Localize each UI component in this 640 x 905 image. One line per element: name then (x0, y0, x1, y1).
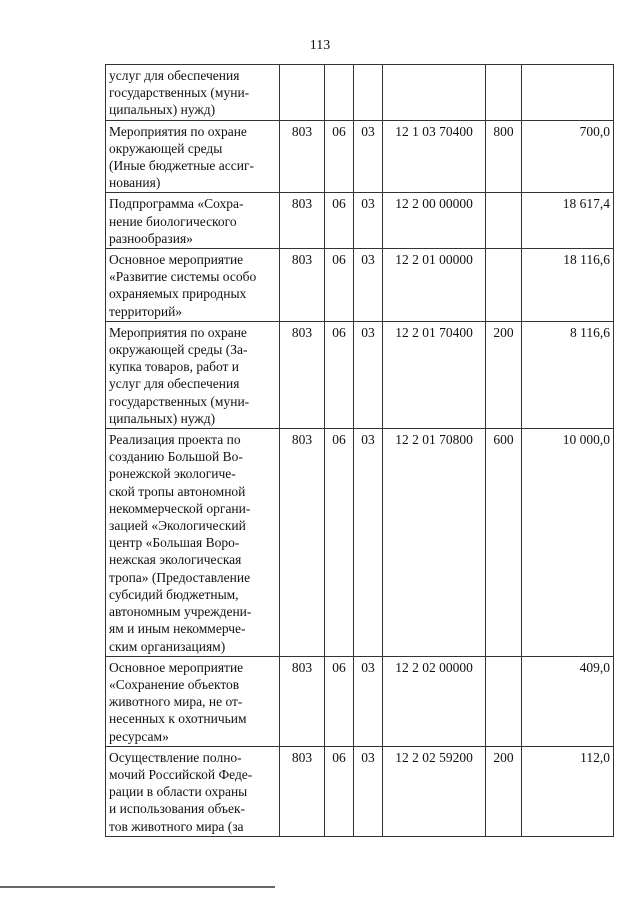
name-line: Мероприятия по охране (109, 324, 247, 340)
section-code-cell: 06 (325, 656, 354, 746)
name-cell (106, 429, 280, 657)
ministry-code-cell: 803 (280, 429, 325, 657)
name-line: охраняемых природных (109, 286, 247, 302)
name-line: ципальных) нужд) (109, 410, 216, 426)
amount-cell: 18 116,6 (522, 249, 614, 322)
name-line: ям и иным некоммерче- (109, 621, 246, 637)
section-code-cell (325, 65, 354, 121)
name-line: мочий Российской Феде- (109, 766, 253, 782)
name-cell (106, 656, 280, 746)
target-item-cell (383, 65, 486, 121)
expense-type-cell (486, 249, 522, 322)
amount-cell: 8 116,6 (522, 321, 614, 428)
name-line: созданию Большой Во- (109, 449, 243, 465)
subsection-code-cell: 03 (354, 746, 383, 836)
section-code-cell: 06 (325, 429, 354, 657)
table-row (106, 656, 614, 746)
table-row (106, 65, 614, 121)
table-row (106, 249, 614, 322)
subsection-code-cell: 03 (354, 249, 383, 322)
ministry-code-cell: 803 (280, 249, 325, 322)
subsection-code-cell: 03 (354, 193, 383, 249)
amount-cell (522, 65, 614, 121)
table-row (106, 321, 614, 428)
expense-type-cell: 800 (486, 120, 522, 193)
name-line: тропа» (Предоставление (109, 569, 251, 585)
name-line: автономным учреждени- (109, 604, 252, 620)
ministry-code-cell (280, 65, 325, 121)
section-code-cell: 06 (325, 321, 354, 428)
section-code-cell: 06 (325, 193, 354, 249)
name-line: купка товаров, работ и (109, 359, 240, 375)
name-line: и использования объек- (109, 801, 246, 817)
name-cell (106, 321, 280, 428)
name-line: государственных (муни- (109, 85, 250, 101)
budget-table (105, 64, 614, 837)
name-line: разнообразия» (109, 230, 193, 246)
name-line: ресурсам» (109, 728, 169, 744)
name-cell (106, 65, 280, 121)
name-line: «Сохранение объектов (109, 676, 240, 692)
name-line: зацией «Экологический (109, 518, 246, 534)
name-line: ципальных) нужд) (109, 102, 216, 118)
name-line: тов животного мира (за (109, 818, 244, 834)
ministry-code-cell: 803 (280, 746, 325, 836)
name-line: нежская экологическая (109, 552, 242, 568)
budget-table-body (106, 65, 614, 837)
expense-type-cell (486, 656, 522, 746)
amount-cell: 112,0 (522, 746, 614, 836)
name-line: ским организациям) (109, 638, 226, 654)
name-line: нования) (109, 175, 161, 191)
name-cell (106, 193, 280, 249)
name-line: ронежской экологиче- (109, 466, 236, 482)
expense-type-cell (486, 65, 522, 121)
name-line: территорий» (109, 303, 183, 319)
name-line: Реализация проекта по (109, 432, 241, 448)
target-item-cell: 12 2 01 00000 (383, 249, 486, 322)
section-code-cell: 06 (325, 746, 354, 836)
target-item-cell: 12 2 01 70400 (383, 321, 486, 428)
subsection-code-cell: 03 (354, 120, 383, 193)
footer-rule (0, 886, 275, 888)
table-row (106, 429, 614, 657)
ministry-code-cell: 803 (280, 656, 325, 746)
name-line: услуг для обеспечения (109, 376, 240, 392)
table-row (106, 746, 614, 836)
section-code-cell: 06 (325, 120, 354, 193)
ministry-code-cell: 803 (280, 120, 325, 193)
name-line: Подпрограмма «Сохра- (109, 196, 244, 212)
expense-type-cell (486, 193, 522, 249)
name-line: окружающей среды (109, 140, 223, 156)
page-number: 113 (309, 38, 331, 53)
name-line: государственных (муни- (109, 393, 250, 409)
expense-type-cell: 600 (486, 429, 522, 657)
expense-type-cell: 200 (486, 746, 522, 836)
ministry-code-cell: 803 (280, 321, 325, 428)
name-line: рации в области охраны (109, 784, 248, 800)
name-line: ской тропы автономной (109, 483, 246, 499)
name-cell (106, 249, 280, 322)
name-line: несенных к охотничьим (109, 711, 247, 727)
amount-cell: 10 000,0 (522, 429, 614, 657)
target-item-cell: 12 2 00 00000 (383, 193, 486, 249)
target-item-cell: 12 2 02 59200 (383, 746, 486, 836)
name-cell (106, 120, 280, 193)
target-item-cell: 12 1 03 70400 (383, 120, 486, 193)
amount-cell: 409,0 (522, 656, 614, 746)
name-line: Осуществление полно- (109, 749, 242, 765)
amount-cell: 18 617,4 (522, 193, 614, 249)
name-line: «Развитие системы особо (109, 269, 257, 285)
name-line: субсидий бюджетным, (109, 586, 239, 602)
target-item-cell: 12 2 02 00000 (383, 656, 486, 746)
name-line: Основное мероприятие (109, 659, 244, 675)
expense-type-cell: 200 (486, 321, 522, 428)
subsection-code-cell: 03 (354, 429, 383, 657)
subsection-code-cell (354, 65, 383, 121)
name-cell (106, 746, 280, 836)
name-line: центр «Большая Воро- (109, 535, 240, 551)
name-line: некоммерческой органи- (109, 500, 251, 516)
ministry-code-cell: 803 (280, 193, 325, 249)
subsection-code-cell: 03 (354, 656, 383, 746)
name-line: (Иные бюджетные ассиг- (109, 158, 254, 174)
subsection-code-cell: 03 (354, 321, 383, 428)
name-line: Мероприятия по охране (109, 123, 247, 139)
section-code-cell: 06 (325, 249, 354, 322)
name-line: окружающей среды (За- (109, 342, 248, 358)
table-row (106, 193, 614, 249)
table-row (106, 120, 614, 193)
name-line: услуг для обеспечения (109, 68, 240, 83)
target-item-cell: 12 2 01 70800 (383, 429, 486, 657)
name-line: нение биологического (109, 213, 237, 229)
name-line: животного мира, не от- (109, 694, 243, 710)
amount-cell: 700,0 (522, 120, 614, 193)
name-line: Основное мероприятие (109, 252, 244, 268)
